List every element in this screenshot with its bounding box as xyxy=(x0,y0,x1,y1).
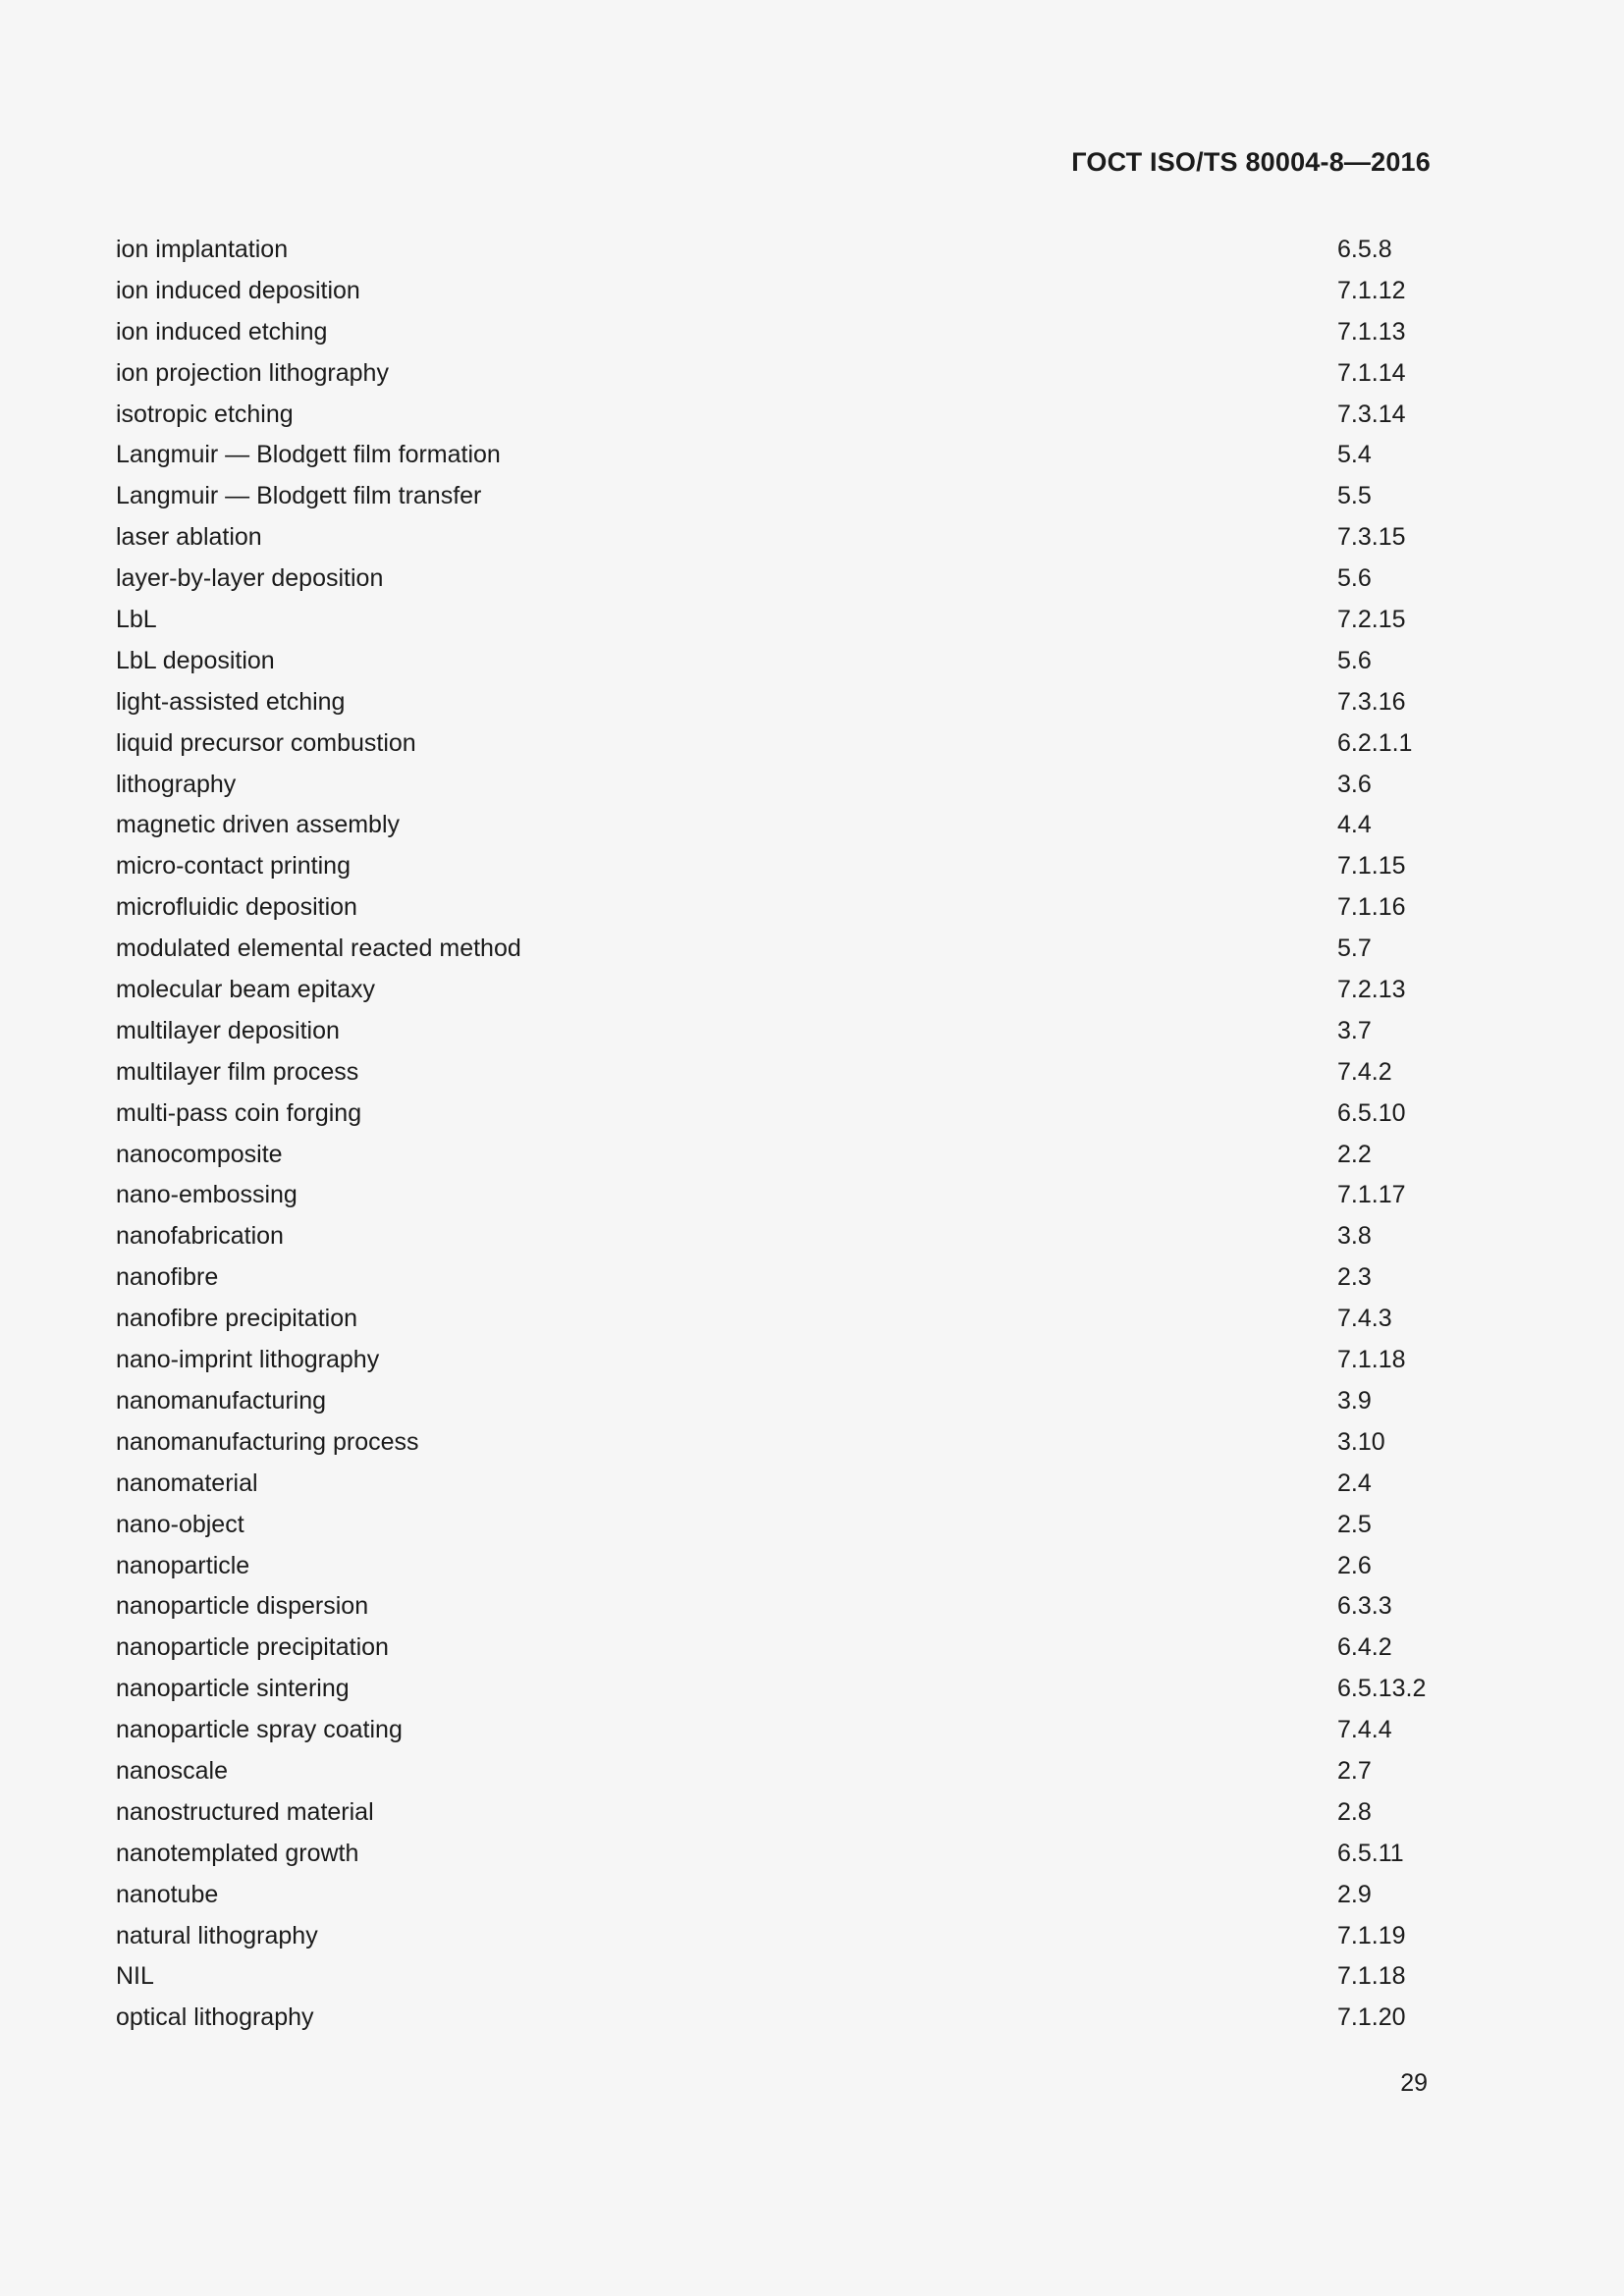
index-section-reference: 6.5.13.2 xyxy=(1337,1675,1427,1703)
index-term: nanofibre precipitation xyxy=(116,1305,357,1333)
index-entry xyxy=(116,1299,1432,1340)
index-entry xyxy=(116,1546,1432,1587)
index-term: nanotemplated growth xyxy=(116,1839,359,1867)
index-section-reference: 2.5 xyxy=(1337,1510,1372,1538)
index-section-reference: 7.1.12 xyxy=(1337,276,1406,304)
index-term: multi-pass coin forging xyxy=(116,1098,362,1127)
index-section-reference: 5.4 xyxy=(1337,441,1372,469)
page-number: 29 xyxy=(1400,2069,1428,2097)
index-entry xyxy=(116,395,1432,436)
index-term: nanoparticle xyxy=(116,1551,250,1579)
index-entry xyxy=(116,517,1432,559)
index-term: nano-object xyxy=(116,1510,244,1538)
index-term: nanoscale xyxy=(116,1756,228,1785)
index-section-reference: 7.4.3 xyxy=(1337,1305,1392,1333)
index-term: optical lithography xyxy=(116,2003,314,2032)
index-section-reference: 2.8 xyxy=(1337,1797,1372,1826)
index-entry xyxy=(116,1464,1432,1505)
index-term: Langmuir — Blodgett film transfer xyxy=(116,482,482,510)
index-term: multilayer deposition xyxy=(116,1016,340,1044)
index-entry xyxy=(116,271,1432,312)
index-entry xyxy=(116,887,1432,929)
index-term: lithography xyxy=(116,770,237,798)
index-section-reference: 3.8 xyxy=(1337,1222,1372,1251)
index-term: modulated elemental reacted method xyxy=(116,934,521,963)
index-section-reference: 3.6 xyxy=(1337,770,1372,798)
index-section-reference: 6.5.11 xyxy=(1337,1839,1404,1867)
index-section-reference: 2.4 xyxy=(1337,1468,1372,1497)
index-term: microfluidic deposition xyxy=(116,893,357,922)
index-term: liquid precursor combustion xyxy=(116,728,416,757)
index-section-reference: 6.4.2 xyxy=(1337,1633,1392,1662)
index-term: nanomanufacturing process xyxy=(116,1427,419,1456)
alphabetical-index xyxy=(116,230,1432,2039)
index-term: light-assisted etching xyxy=(116,687,346,716)
index-entry xyxy=(116,1257,1432,1299)
index-section-reference: 6.5.8 xyxy=(1337,236,1392,263)
index-section-reference: 7.3.16 xyxy=(1337,687,1406,716)
index-entry xyxy=(116,1710,1432,1751)
index-section-reference: 7.2.15 xyxy=(1337,606,1406,634)
index-entry xyxy=(116,1751,1432,1792)
index-section-reference: 7.4.4 xyxy=(1337,1716,1392,1744)
index-section-reference: 2.9 xyxy=(1337,1880,1372,1908)
index-entry xyxy=(116,1586,1432,1628)
index-term: nano-embossing xyxy=(116,1181,298,1209)
index-section-reference: 4.4 xyxy=(1337,811,1372,839)
index-term: nano-imprint lithography xyxy=(116,1346,380,1374)
index-entry xyxy=(116,1834,1432,1875)
index-term: nanostructured material xyxy=(116,1797,374,1826)
index-term: laser ablation xyxy=(116,523,262,552)
index-term: nanomaterial xyxy=(116,1468,258,1497)
index-term: nanocomposite xyxy=(116,1140,283,1168)
index-entry xyxy=(116,1340,1432,1381)
index-section-reference: 7.4.2 xyxy=(1337,1057,1392,1086)
index-entry xyxy=(116,682,1432,723)
index-section-reference: 3.10 xyxy=(1337,1427,1385,1456)
index-section-reference: 2.7 xyxy=(1337,1756,1372,1785)
index-entry xyxy=(116,230,1432,271)
index-entry xyxy=(116,1381,1432,1422)
index-term: magnetic driven assembly xyxy=(116,811,401,839)
index-entry xyxy=(116,1916,1432,1957)
index-entry xyxy=(116,1956,1432,1998)
index-section-reference: 6.5.10 xyxy=(1337,1098,1406,1127)
index-section-reference: 7.2.13 xyxy=(1337,976,1406,1004)
index-entry xyxy=(116,641,1432,682)
index-entry xyxy=(116,312,1432,353)
index-entry xyxy=(116,929,1432,970)
index-section-reference: 2.2 xyxy=(1337,1140,1372,1168)
index-entry xyxy=(116,1175,1432,1216)
index-section-reference: 5.5 xyxy=(1337,482,1372,510)
index-section-reference: 7.3.14 xyxy=(1337,400,1406,428)
index-section-reference: 6.2.1.1 xyxy=(1337,728,1413,757)
index-entry xyxy=(116,1628,1432,1669)
index-section-reference: 5.6 xyxy=(1337,564,1372,593)
index-entry xyxy=(116,1052,1432,1094)
index-section-reference: 7.3.15 xyxy=(1337,523,1406,552)
index-entry xyxy=(116,1505,1432,1546)
index-term: micro-contact printing xyxy=(116,852,351,881)
index-term: LbL deposition xyxy=(116,646,275,674)
index-section-reference: 7.1.13 xyxy=(1337,317,1406,346)
index-term: isotropic etching xyxy=(116,400,294,428)
index-term: nanotube xyxy=(116,1880,219,1908)
index-section-reference: 3.7 xyxy=(1337,1016,1372,1044)
index-entry xyxy=(116,805,1432,846)
index-section-reference: 7.1.18 xyxy=(1337,1962,1406,1991)
index-term: molecular beam epitaxy xyxy=(116,976,376,1004)
index-term: nanoparticle precipitation xyxy=(116,1633,389,1662)
index-term: nanoparticle spray coating xyxy=(116,1716,403,1744)
index-term: nanofibre xyxy=(116,1263,219,1292)
index-section-reference: 2.3 xyxy=(1337,1263,1372,1292)
index-entry xyxy=(116,353,1432,395)
index-entry xyxy=(116,1792,1432,1834)
index-section-reference: 7.1.20 xyxy=(1337,2003,1406,2032)
index-entry xyxy=(116,970,1432,1011)
index-term: LbL xyxy=(116,606,157,634)
index-section-reference: 7.1.16 xyxy=(1337,893,1406,922)
index-term: natural lithography xyxy=(116,1921,318,1949)
index-section-reference: 3.9 xyxy=(1337,1386,1372,1415)
index-section-reference: 2.6 xyxy=(1337,1551,1372,1579)
index-entry xyxy=(116,435,1432,476)
index-term: ion induced deposition xyxy=(116,276,360,304)
index-section-reference: 5.7 xyxy=(1337,934,1372,963)
index-entry xyxy=(116,723,1432,765)
index-term: ion induced etching xyxy=(116,317,328,346)
index-section-reference: 5.6 xyxy=(1337,646,1372,674)
index-entry xyxy=(116,1094,1432,1135)
index-section-reference: 7.1.19 xyxy=(1337,1921,1406,1949)
index-section-reference: 7.1.15 xyxy=(1337,852,1406,881)
index-term: ion implantation xyxy=(116,236,289,263)
index-entry xyxy=(116,476,1432,517)
index-term: multilayer film process xyxy=(116,1057,359,1086)
index-term: NIL xyxy=(116,1962,154,1991)
index-entry xyxy=(116,1669,1432,1710)
index-term: Langmuir — Blodgett film formation xyxy=(116,441,501,469)
index-term: nanofabrication xyxy=(116,1222,284,1251)
index-term: nanomanufacturing xyxy=(116,1386,327,1415)
index-entry xyxy=(116,600,1432,641)
index-term: ion projection lithography xyxy=(116,358,389,387)
index-term: nanoparticle sintering xyxy=(116,1675,350,1703)
index-entry xyxy=(116,1875,1432,1916)
index-entry xyxy=(116,1216,1432,1257)
index-entry xyxy=(116,1011,1432,1052)
index-entry xyxy=(116,1422,1432,1464)
index-section-reference: 7.1.18 xyxy=(1337,1346,1406,1374)
index-section-reference: 7.1.17 xyxy=(1337,1181,1406,1209)
index-term: layer-by-layer deposition xyxy=(116,564,384,593)
index-section-reference: 6.3.3 xyxy=(1337,1592,1392,1621)
index-entry xyxy=(116,1135,1432,1176)
index-entry xyxy=(116,846,1432,887)
index-term: nanoparticle dispersion xyxy=(116,1592,369,1621)
index-entry xyxy=(116,559,1432,600)
index-entry xyxy=(116,1998,1432,2039)
index-entry xyxy=(116,765,1432,806)
index-section-reference: 7.1.14 xyxy=(1337,358,1406,387)
document-header: ГОСТ ISO/TS 80004-8—2016 xyxy=(1071,147,1431,177)
